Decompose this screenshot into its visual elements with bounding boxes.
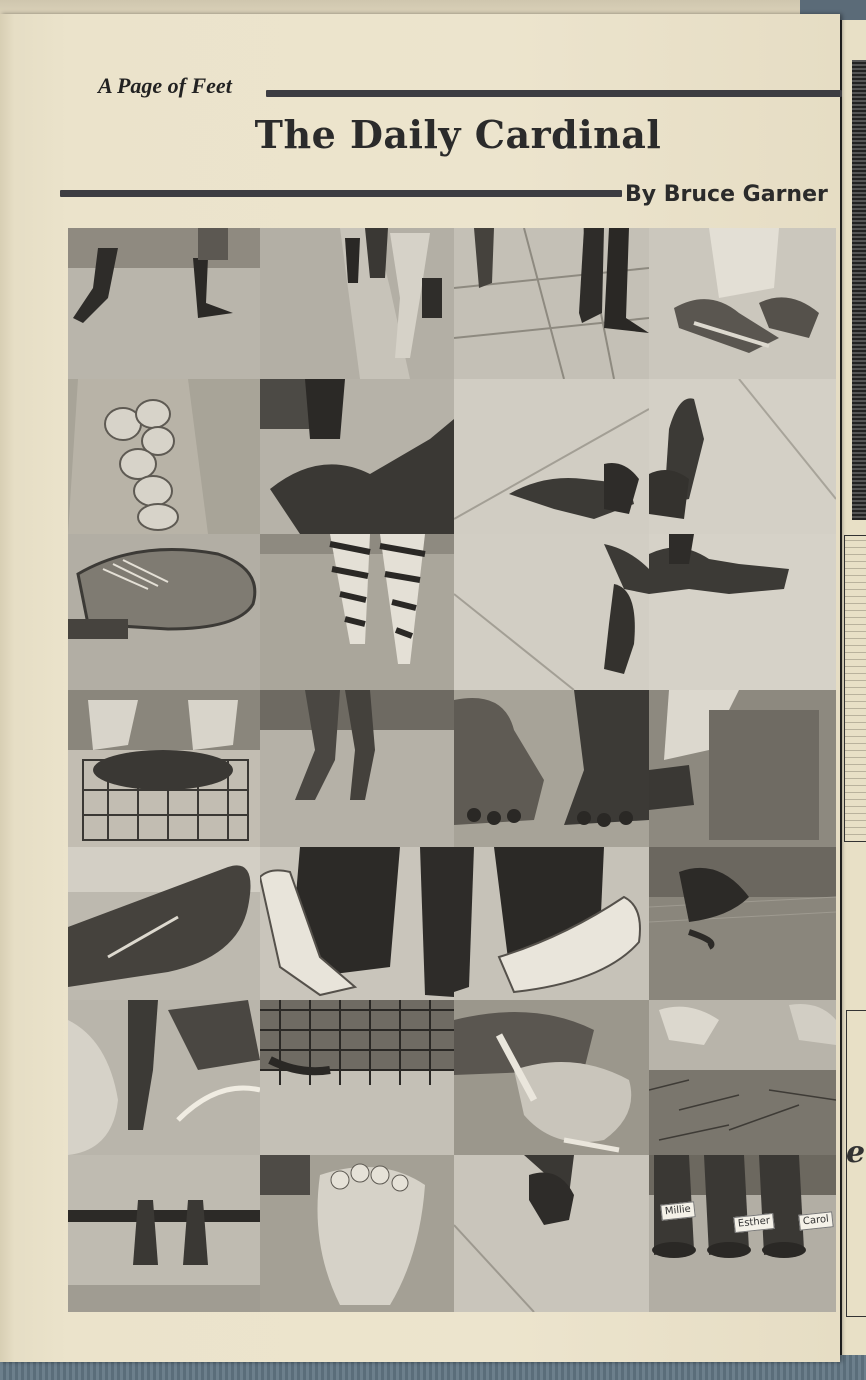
- photo-grid: [68, 228, 836, 1312]
- photo-foot-sole: [260, 1155, 454, 1312]
- header-rule-top: [266, 90, 842, 97]
- name-tag-1: Millie: [660, 1201, 695, 1220]
- photo-toes-closeup: [68, 379, 260, 534]
- name-tag-2: Esther: [733, 1213, 775, 1233]
- section-kicker: A Page of Feet: [98, 73, 232, 98]
- photo-shoes-shadow-right-2: [649, 534, 836, 690]
- photo-shoes-shadow-right: [649, 379, 836, 534]
- header-rule-bottom: [60, 190, 622, 197]
- photo-sneaker: [68, 534, 260, 690]
- photo-elephant-feet: [454, 690, 649, 847]
- photo-white-shoe-right: [454, 847, 649, 1000]
- photo-white-shoe-left: [260, 847, 454, 1000]
- page-edge-shading: [0, 14, 14, 1362]
- photo-shopper-feet: [649, 690, 836, 847]
- adjacent-page-article: [844, 535, 866, 842]
- photo-sidewalk-walkers: [260, 228, 454, 379]
- photo-shopping-cart: [68, 690, 260, 847]
- name-tag-3: Carol: [798, 1211, 833, 1230]
- photo-birds-straw: [649, 1000, 836, 1155]
- photo-fence-feet: [649, 847, 836, 1000]
- photo-dark-shoe: [454, 1155, 649, 1312]
- masthead-title: The Daily Cardinal: [254, 112, 662, 157]
- photo-named-feet: [649, 1155, 836, 1312]
- photo-shoes-shadow-left-2: [454, 534, 649, 690]
- byline: By Bruce Garner: [625, 182, 828, 207]
- photo-caged-feet: [260, 1000, 454, 1155]
- photo-shoes-shadow-left: [454, 379, 649, 534]
- photo-bare-foot-up: [68, 847, 260, 1000]
- photo-sidewalk-legs: [454, 228, 649, 379]
- photo-child-legs: [68, 1000, 260, 1155]
- photo-feet-on-bar: [68, 1155, 260, 1312]
- adjacent-page-letter: e: [846, 1135, 866, 1170]
- photo-walking-legs: [68, 228, 260, 379]
- photo-shadow-on-ground: [260, 379, 454, 534]
- photo-animal-legs: [260, 690, 454, 847]
- photo-sandals: [649, 228, 836, 379]
- photo-bird-feet: [454, 1000, 649, 1155]
- photo-zebra-legs: [260, 534, 454, 690]
